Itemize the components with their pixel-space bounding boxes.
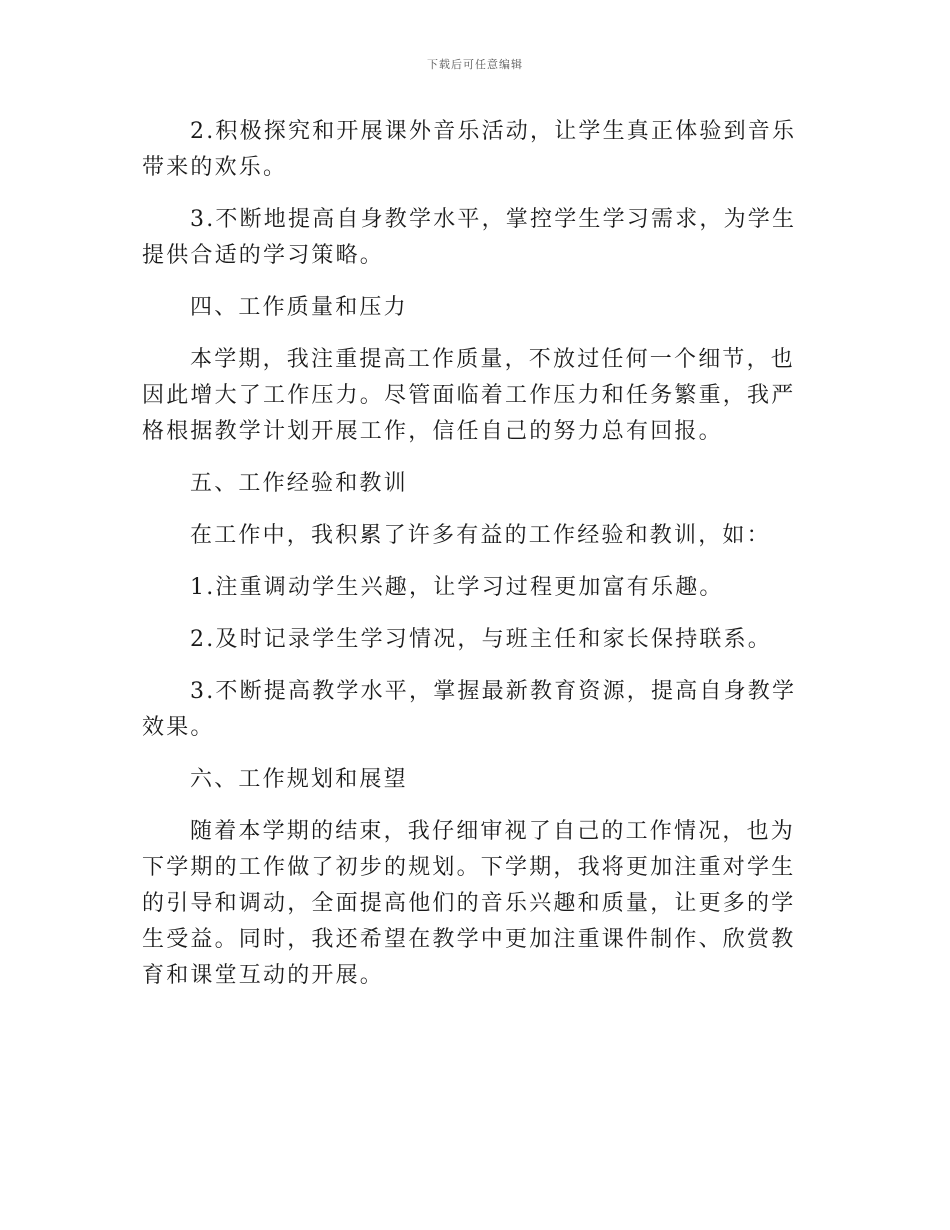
list-item-record-progress: 2.及时记录学生学习情况，与班主任和家长保持联系。 — [190, 627, 772, 652]
document-body — [142, 114, 810, 1010]
list-item-extracurricular-activities: 2.积极探究和开展课外音乐活动，让学生真正体验到音乐带来的欢乐。 — [142, 119, 797, 180]
paragraph-plan-outlook: 随着本学期的结束，我仔细审视了自己的工作情况，也为下学期的工作做了初步的规划。下学期，我将更加注重对学生的引导和调动，全面提高他们的音乐兴趣和质量，让更多的学生受益。同时，我还希望在教学中更加注重课件制作、欣赏教育和课堂互动的开展。 — [142, 819, 796, 988]
paragraph-quality-pressure: 本学期，我注重提高工作质量，不放过任何一个细节，也因此增大了工作压力。尽管面临着工作压力和任务繁重，我严格根据教学计划开展工作，信任自己的努力总有回报。 — [142, 347, 796, 444]
section-heading-plan-outlook: 六、工作规划和展望 — [190, 767, 408, 792]
section-heading-quality-pressure: 四、工作质量和压力 — [190, 295, 408, 320]
page-header-note: 下载后可任意编辑 — [427, 58, 523, 71]
list-item-student-interest: 1.注重调动学生兴趣，让学习过程更加富有乐趣。 — [190, 575, 724, 600]
section-heading-experience-lessons: 五、工作经验和教训 — [190, 471, 408, 496]
list-item-improve-teaching-level: 3.不断地提高自身教学水平，掌控学生学习需求，为学生提供合适的学习策略。 — [142, 207, 797, 268]
paragraph-experience-intro: 在工作中，我积累了许多有益的工作经验和教训，如： — [190, 523, 771, 548]
list-item-teaching-resources: 3.不断提高教学水平，掌握最新教育资源，提高自身教学效果。 — [142, 679, 797, 740]
